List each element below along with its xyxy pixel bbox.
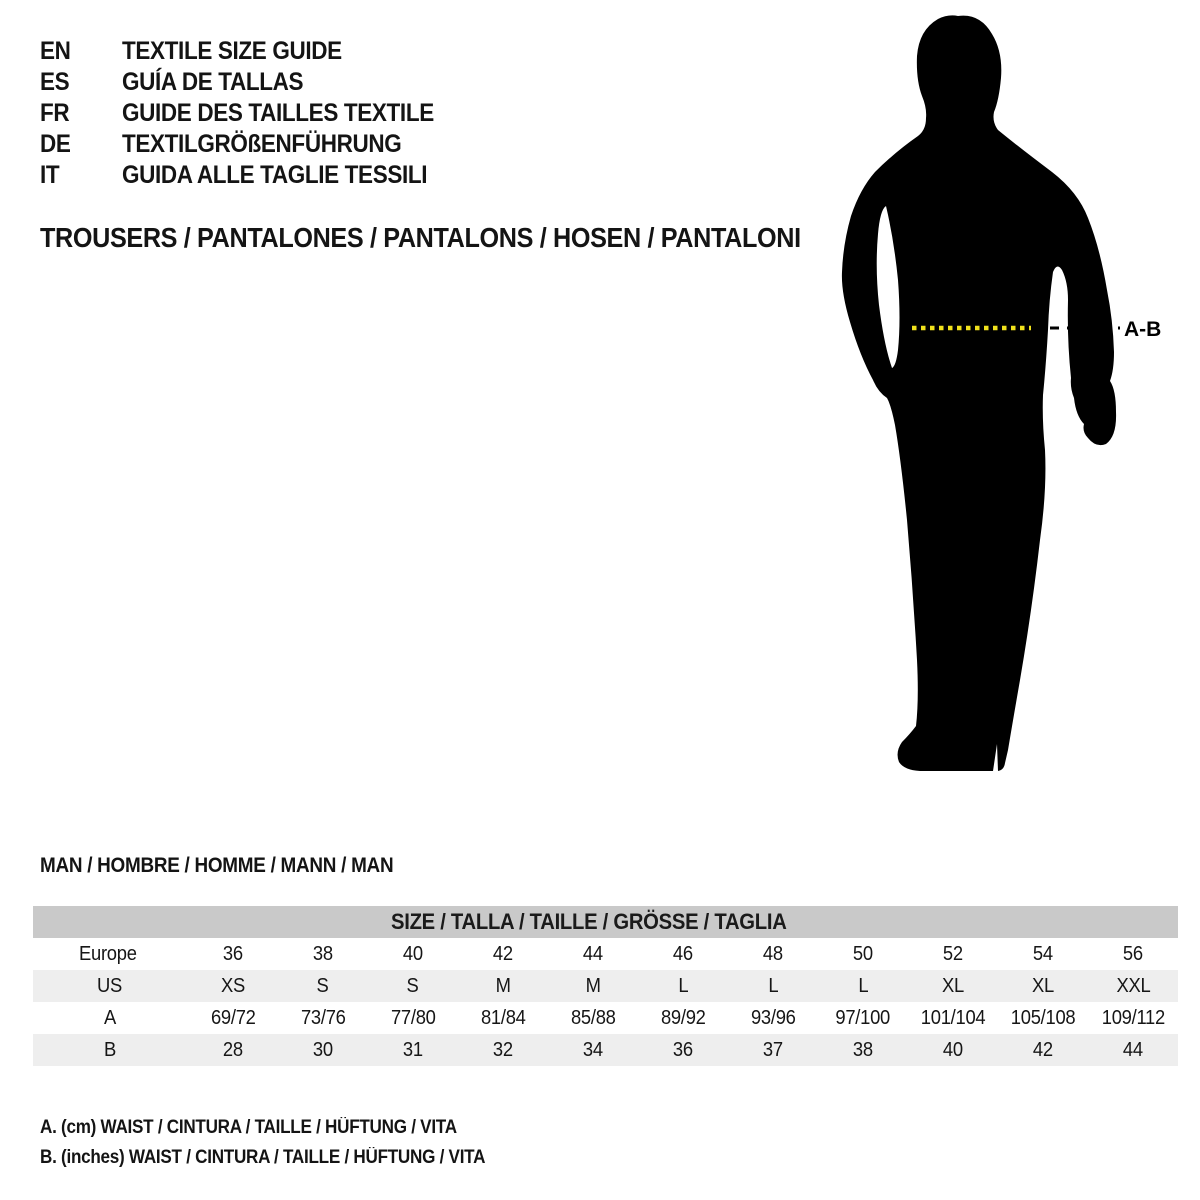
table-header-row — [33, 906, 1178, 938]
size-cell: 81/84 — [480, 1006, 526, 1029]
size-cell: 101/104 — [920, 1006, 986, 1029]
size-cell: XL — [998, 970, 1088, 1002]
footnote-b: B. (inches) WAIST / CINTURA / TAILLE / HÜFTUNG / VITA — [40, 1147, 486, 1168]
size-cell: 42 — [998, 1034, 1088, 1066]
language-code: DE — [40, 130, 71, 158]
size-cell: 105/108 — [1010, 1006, 1076, 1029]
size-table — [33, 906, 1178, 1066]
size-cell: 85/88 — [570, 1006, 616, 1029]
size-table-body — [33, 906, 1178, 1066]
language-row-de — [40, 129, 469, 160]
man-silhouette-figure — [820, 0, 1180, 800]
guide-title-fr: GUIDE DES TAILLES TEXTILE — [122, 99, 434, 127]
size-cell: 38 — [818, 1034, 908, 1066]
language-row-fr — [40, 98, 469, 129]
size-cell: 30 — [278, 1034, 368, 1066]
size-cell: S — [368, 970, 458, 1002]
footnote-a: A. (cm) WAIST / CINTURA / TAILLE / HÜFTUNG / VITA — [40, 1117, 457, 1138]
size-cell: 36 — [223, 942, 243, 965]
size-cell: L — [638, 970, 728, 1002]
row-label: US — [33, 970, 188, 1002]
size-cell: 93/96 — [750, 1006, 796, 1029]
language-row-it — [40, 160, 469, 191]
size-cell: 77/80 — [390, 1006, 436, 1029]
size-cell: XXL — [1088, 970, 1178, 1002]
language-title-block — [40, 36, 469, 191]
size-cell: 40 — [908, 1034, 998, 1066]
size-cell: 109/112 — [1101, 1006, 1165, 1029]
language-code: EN — [40, 37, 71, 65]
man-body-silhouette — [842, 15, 1116, 771]
size-cell: 89/92 — [660, 1006, 706, 1029]
category-title: TROUSERS / PANTALONES / PANTALONS / HOSEN / PANTALONI — [40, 222, 801, 253]
language-code: FR — [40, 99, 70, 127]
man-silhouette-svg — [820, 0, 1180, 800]
language-code: ES — [40, 68, 70, 96]
table-header-cell: SIZE / TALLA / TAILLE / GRÖSSE / TAGLIA — [33, 906, 1178, 938]
table-row-b — [33, 1034, 1178, 1066]
measure-label: A-B — [1124, 318, 1162, 341]
guide-title-es: GUÍA DE TALLAS — [122, 68, 304, 96]
size-cell: 34 — [548, 1034, 638, 1066]
row-label: Europe — [79, 942, 137, 965]
table-row-europe — [33, 938, 1178, 970]
size-cell: L — [818, 970, 908, 1002]
size-cell: 69/72 — [210, 1006, 256, 1029]
size-cell: 97/100 — [835, 1006, 891, 1029]
size-cell: L — [728, 970, 818, 1002]
size-cell: M — [548, 970, 638, 1002]
language-code: IT — [40, 161, 60, 189]
size-cell: 44 — [1088, 1034, 1178, 1066]
guide-title-it: GUIDA ALLE TAGLIE TESSILI — [122, 161, 428, 189]
table-row-a — [33, 1002, 1178, 1034]
size-cell: 52 — [943, 942, 963, 965]
measure-footnotes — [40, 1113, 535, 1173]
size-cell: 40 — [403, 942, 423, 965]
size-cell: 28 — [188, 1034, 278, 1066]
size-cell: 42 — [493, 942, 513, 965]
size-cell: 48 — [763, 942, 783, 965]
size-cell: 56 — [1123, 942, 1143, 965]
size-cell: 50 — [853, 942, 873, 965]
language-row-es — [40, 67, 469, 98]
table-row-us — [33, 970, 1178, 1002]
size-cell: 54 — [1033, 942, 1053, 965]
size-cell: XS — [188, 970, 278, 1002]
language-row-en — [40, 36, 469, 67]
size-cell: 44 — [583, 942, 603, 965]
size-cell: XL — [908, 970, 998, 1002]
size-cell: S — [278, 970, 368, 1002]
guide-title-de: TEXTILGRÖßENFÜHRUNG — [122, 130, 402, 158]
size-cell: 31 — [368, 1034, 458, 1066]
row-label: A — [103, 1006, 116, 1029]
size-cell: M — [458, 970, 548, 1002]
guide-title-en: TEXTILE SIZE GUIDE — [122, 37, 342, 65]
section-title-man: MAN / HOMBRE / HOMME / MANN / MAN — [40, 854, 394, 877]
size-cell: 73/76 — [300, 1006, 346, 1029]
size-cell: 36 — [638, 1034, 728, 1066]
size-cell: 32 — [458, 1034, 548, 1066]
size-cell: 38 — [313, 942, 333, 965]
size-cell: 46 — [673, 942, 693, 965]
row-label: B — [33, 1034, 188, 1066]
size-cell: 37 — [728, 1034, 818, 1066]
